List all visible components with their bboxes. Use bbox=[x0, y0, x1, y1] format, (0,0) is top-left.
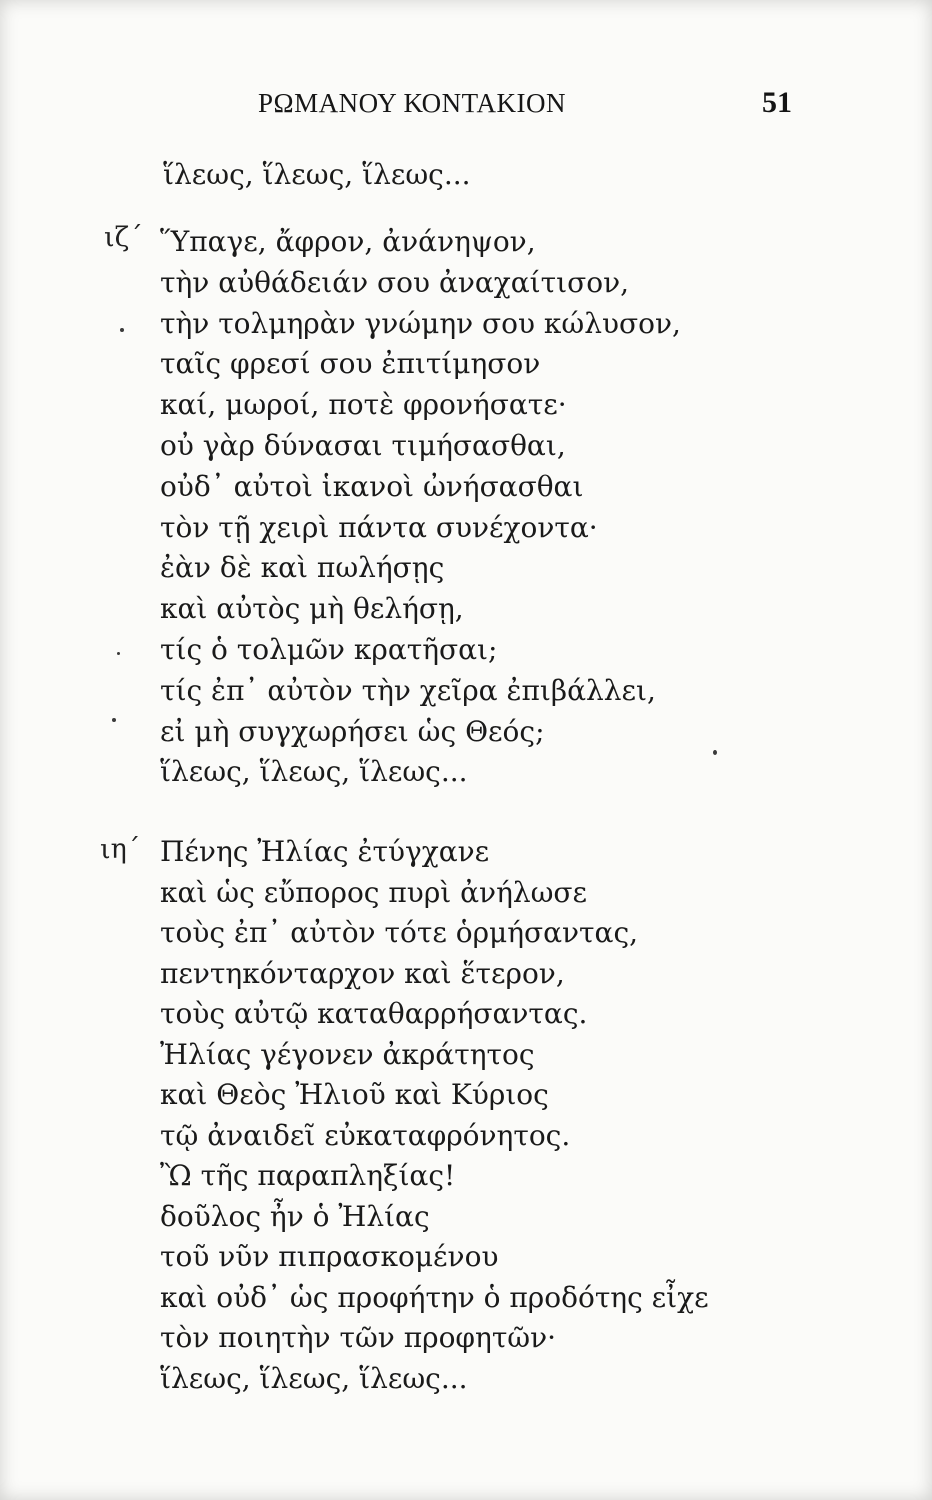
verse-line: τῷ ἀναιδεῖ εὐκαταφρόνητος. bbox=[160, 1118, 571, 1152]
refrain-line: ἵλεως, ἵλεως, ἵλεως... bbox=[160, 755, 468, 789]
verse-line: Ὢ τῆς παραπληξίας! bbox=[160, 1159, 456, 1192]
verse-line: Πένης Ἠλίας ἐτύγχανε bbox=[160, 835, 490, 868]
verse-lines bbox=[160, 222, 681, 793]
verse-line: τίς ἐπ᾽ αὐτὸν τὴν χεῖρα ἐπιβάλλει, bbox=[160, 673, 656, 707]
verse-line: ταῖς φρεσί σου ἐπιτίμησον bbox=[160, 347, 541, 381]
verse-line: Ἠλίας γέγονεν ἀκράτητος bbox=[160, 1037, 535, 1071]
verse-line: τοὺς αὐτῷ καταθαρρήσαντας. bbox=[160, 997, 588, 1030]
stanza-number: ιη΄ bbox=[100, 834, 141, 865]
verse-line: ἐὰν δὲ καὶ πωλήσῃς bbox=[160, 551, 445, 585]
stanza-number: ιζ΄ bbox=[104, 222, 143, 253]
verse-line: τὸν ποιητὴν τῶν προφητῶν· bbox=[160, 1321, 557, 1354]
refrain-line: ἵλεως, ἵλεως, ἵλεως... bbox=[160, 1361, 468, 1395]
refrain-line: ἵλεως, ἵλεως, ἵλεως... bbox=[163, 158, 471, 191]
verse-line: καὶ οὐδ᾽ ὡς προφήτην ὁ προδότης εἶχε bbox=[160, 1280, 709, 1314]
verse-line: τοῦ νῦν πιπρασκομένου bbox=[160, 1240, 499, 1273]
scan-speck bbox=[713, 750, 717, 755]
verse-lines bbox=[160, 832, 709, 1399]
verse-line: τὴν αὐθάδειάν σου ἀναχαίτισον, bbox=[160, 265, 629, 299]
verse-line: οὐ γὰρ δύνασαι τιμήσασθαι, bbox=[160, 428, 566, 462]
verse-line: καὶ ὡς εὔπορος πυρὶ ἀνήλωσε bbox=[160, 875, 588, 909]
verse-line: τοὺς ἐπ᾽ αὐτὸν τότε ὁρμήσαντας, bbox=[160, 916, 639, 949]
scan-speck bbox=[112, 718, 116, 722]
running-head: ΡΩΜΑΝΟΥ ΚΟΝΤΑΚΙΟΝ bbox=[258, 88, 566, 118]
verse-line: καί, μωροί, ποτὲ φρονήσατε· bbox=[160, 388, 567, 422]
verse-line: καὶ αὐτὸς μὴ θελήσῃ, bbox=[160, 592, 464, 626]
scan-speck bbox=[120, 328, 124, 332]
verse-line: τίς ὁ τολμῶν κρατῆσαι; bbox=[160, 632, 498, 666]
verse-line: Ὕπαγε, ἄφρον, ἀνάνηψον, bbox=[160, 225, 536, 258]
verse-line: τὸν τῇ χειρὶ πάντα συνέχοντα· bbox=[160, 510, 598, 544]
verse-line: καὶ Θεὸς Ἠλιοῦ καὶ Κύριος bbox=[160, 1078, 549, 1111]
verse-line: τὴν τολμηρὰν γνώμην σου κώλυσον, bbox=[160, 306, 681, 340]
verse-line: πεντηκόνταρχον καὶ ἕτερον, bbox=[160, 956, 565, 990]
verse-line: οὐδ᾽ αὐτοὶ ἱκανοὶ ὠνήσασθαι bbox=[160, 469, 584, 503]
verse-line: εἰ μὴ συγχωρήσει ὡς Θεός; bbox=[160, 714, 545, 748]
verse-line: δοῦλος ἦν ὁ Ἠλίας bbox=[160, 1199, 430, 1233]
page-number: 51 bbox=[762, 86, 792, 119]
scan-speck bbox=[117, 652, 120, 655]
